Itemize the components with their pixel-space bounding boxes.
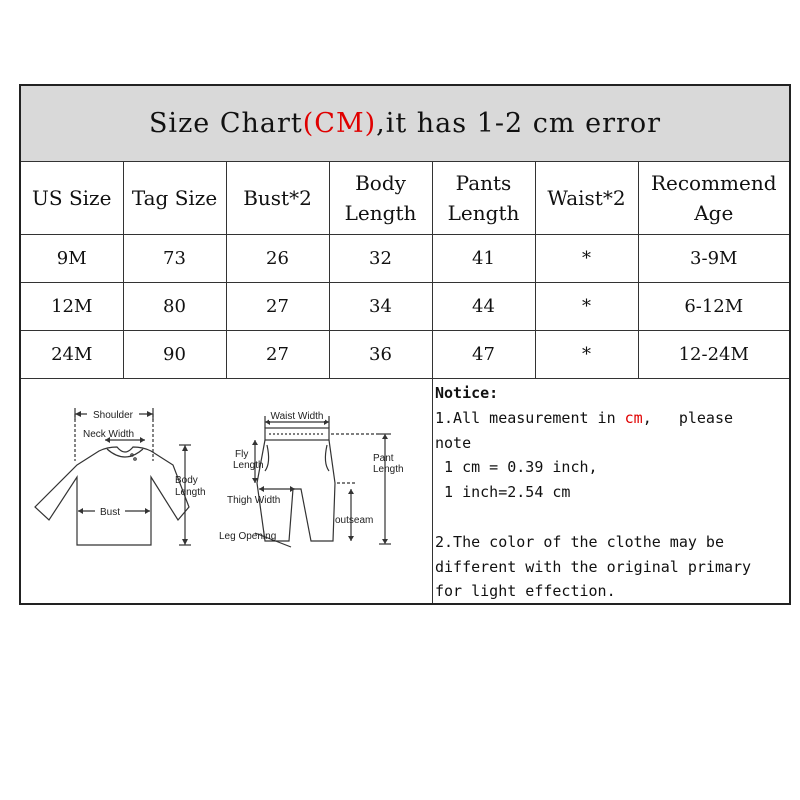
- fly-length-label-1: Fly: [235, 449, 249, 460]
- table-cell: 32: [329, 235, 432, 283]
- table-row: [21, 283, 789, 331]
- pant-length-label-1: Pant: [373, 453, 394, 464]
- table-cell: 24M: [21, 331, 123, 379]
- table-cell: *: [535, 331, 638, 379]
- table-header-row: [21, 162, 789, 235]
- table-cell: 9M: [21, 235, 123, 283]
- header-pants-length: Pants Length: [432, 162, 535, 235]
- notice-line-4: 1 inch=2.54 cm: [435, 483, 571, 502]
- table-cell: 80: [123, 283, 226, 331]
- table-cell: 3-9M: [638, 235, 789, 283]
- table-cell: 12M: [21, 283, 123, 331]
- table-cell: 12-24M: [638, 331, 789, 379]
- pant-length-label-2: Length: [373, 464, 404, 475]
- table-cell: 41: [432, 235, 535, 283]
- fly-length-label-2: Length: [233, 460, 264, 471]
- info-section: [21, 378, 789, 603]
- notice-line-1: 1.All measurement in cm, please: [435, 408, 734, 427]
- title-suffix: ,it has 1-2 cm error: [376, 108, 662, 139]
- header-us-size: US Size: [21, 162, 123, 235]
- table-cell: 26: [226, 235, 329, 283]
- body-length-label-1: Body: [175, 475, 198, 486]
- outseam-label: outseam: [335, 515, 374, 526]
- table-cell: *: [535, 235, 638, 283]
- notice-line-6: different with the original primary: [435, 557, 752, 576]
- bust-label: Bust: [99, 507, 121, 518]
- table-cell: 47: [432, 331, 535, 379]
- size-table: [21, 162, 789, 379]
- table-row: [21, 331, 789, 379]
- neck-width-label: Neck Width: [83, 429, 135, 440]
- leg-opening-label: Leg Opening: [219, 531, 277, 542]
- notice-text: [435, 381, 789, 604]
- table-cell: *: [535, 283, 638, 331]
- notice-line-7: for light effection.: [435, 582, 616, 601]
- title-prefix: Size Chart: [148, 108, 303, 139]
- size-chart: [19, 84, 791, 605]
- title-unit: (CM): [302, 108, 377, 139]
- table-cell: 6-12M: [638, 283, 789, 331]
- notice-line-5: 2.The color of the clothe may be: [435, 532, 724, 551]
- header-waist: Waist*2: [535, 162, 638, 235]
- table-cell: 90: [123, 331, 226, 379]
- notice-line-3: 1 cm = 0.39 inch,: [435, 458, 598, 477]
- measurement-diagram: [21, 379, 433, 603]
- header-bust: Bust*2: [226, 162, 329, 235]
- header-body-length: Body Length: [329, 162, 432, 235]
- measurement-diagram-svg: [21, 379, 432, 603]
- notice-spacer: [435, 505, 789, 530]
- waist-width-label: Waist Width: [270, 411, 324, 422]
- notice-line-2: note: [435, 433, 472, 452]
- table-row: [21, 235, 789, 283]
- table-cell: 36: [329, 331, 432, 379]
- body-length-label-2: Length: [175, 487, 206, 498]
- table-cell: 34: [329, 283, 432, 331]
- notice-heading: Notice:: [435, 384, 499, 402]
- table-cell: 27: [226, 283, 329, 331]
- notice-unit: cm: [624, 408, 643, 427]
- shoulder-label: Shoulder: [92, 410, 134, 421]
- header-tag-size: Tag Size: [123, 162, 226, 235]
- table-cell: 73: [123, 235, 226, 283]
- thigh-width-label: Thigh Width: [227, 495, 281, 506]
- table-cell: 27: [226, 331, 329, 379]
- header-recommend-age: Recommend Age: [638, 162, 789, 235]
- pants-drawing: [255, 416, 391, 547]
- chart-title: [21, 86, 789, 162]
- table-cell: 44: [432, 283, 535, 331]
